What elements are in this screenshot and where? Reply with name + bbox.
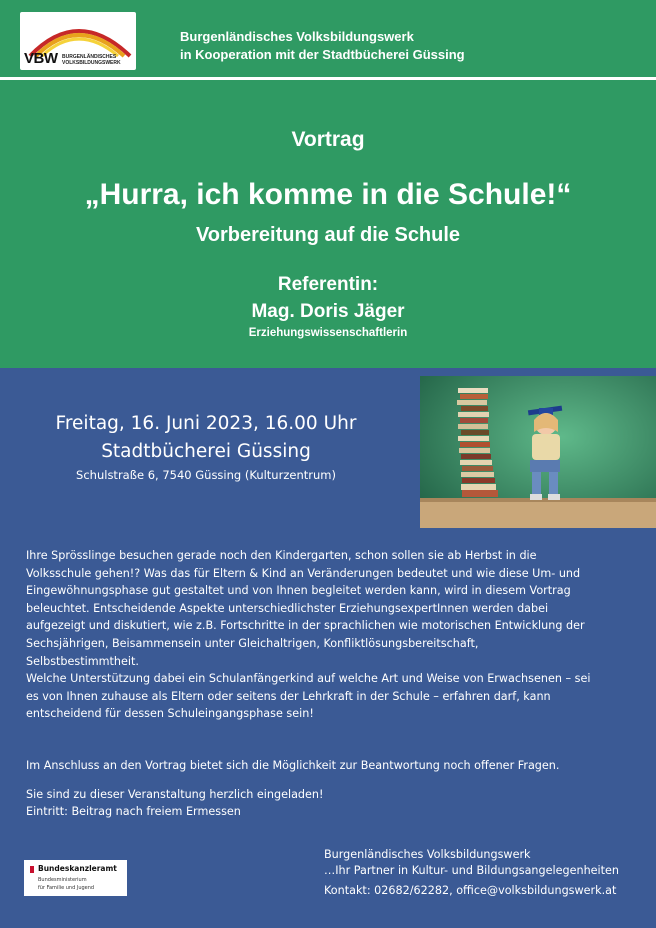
speaker-role: Erziehungswissenschaftlerin xyxy=(248,327,408,339)
bundeskanzleramt-logo xyxy=(24,860,127,896)
child-with-books-photo xyxy=(420,376,656,528)
footer-contact: Kontakt: 02682/62282, office@volksbildungswerk.at xyxy=(324,884,617,897)
description-line: Eingewöhnungsphase gut gestaltet und von Ihnen begleitet werden kann, wird in diesem Vortrag xyxy=(26,584,571,598)
description-line: Volksschule gehen!? Was das für Eltern & Kind an Veränderungen bedeutet und wie diese Um- und xyxy=(26,566,581,580)
org-line-2: in Kooperation mit der Stadtbücherei Güssing xyxy=(180,47,465,62)
sponsor-sub-1: Bundesministerium xyxy=(38,877,87,883)
admission-text: Eintritt: Beitrag nach freiem Ermessen xyxy=(26,805,241,818)
logo-text: VBW xyxy=(24,50,58,67)
description-line: Selbstbestimmtheit. xyxy=(26,654,139,668)
footer-tagline: …Ihr Partner in Kultur- und Bildungsangelegenheiten xyxy=(324,864,620,877)
description-line: beleuchtet. Entscheidende Aspekte unterschiedlichster ErziehungsexpertInnen werden dabei xyxy=(26,601,549,615)
speaker-label: Referentin: xyxy=(277,274,379,295)
austria-flag-icon xyxy=(30,866,34,873)
event-venue: Stadtbücherei Güssing xyxy=(101,441,311,462)
header-divider xyxy=(0,77,656,80)
event-datetime: Freitag, 16. Juni 2023, 16.00 Uhr xyxy=(55,413,357,434)
event-address: Schulstraße 6, 7540 Güssing (Kulturzentrum) xyxy=(76,468,336,482)
description-line: Sechsjährigen, Beisammensein unter Gleichaltrigen, Konfliktlösungsbereitschaft, xyxy=(26,636,479,650)
talk-subtitle: Vorbereitung auf die Schule xyxy=(195,224,461,246)
sponsor-sub-2: für Familie und Jugend xyxy=(38,885,95,891)
description-paragraph-1 xyxy=(26,547,626,723)
sponsor-name: Bundeskanzleramt xyxy=(38,864,117,873)
vbw-logo xyxy=(20,12,136,70)
description-paragraph-2: Im Anschluss an den Vortrag bietet sich die Möglichkeit zur Beantwortung noch offener Fragen. xyxy=(26,759,560,772)
org-line-1: Burgenländisches Volksbildungswerk xyxy=(180,29,414,44)
description-line: aufgezeigt und diskutiert, wie z.B. Fortschritte in der sprachlichen wie motorischen Entwicklung der xyxy=(26,619,585,633)
logo-subtext-2: VOLKSBILDUNGSWERK xyxy=(62,60,121,66)
description-line: Welche Unterstützung dabei ein Schulanfängerkind auf welche Art und Weise von Erwachsenen – sei xyxy=(26,672,591,686)
description-line: entscheidend für dessen Schuleingangsphase sein! xyxy=(26,707,314,721)
talk-kind: Vortrag xyxy=(291,128,365,151)
footer-org: Burgenländisches Volksbildungswerk xyxy=(324,848,531,861)
description-line: Ihre Sprösslinge besuchen gerade noch den Kindergarten, schon sollen sie ab Herbst in die xyxy=(26,549,537,562)
talk-title: „Hurra, ich komme in die Schule!“ xyxy=(84,178,572,211)
speaker-name: Mag. Doris Jäger xyxy=(251,301,405,322)
description-line: es von Ihnen zuhause als Eltern oder seitens der Lehrkraft in der Schule – erfahren darf, kann xyxy=(26,689,551,703)
logo-subtext-1: BURGENLÄNDISCHES xyxy=(62,54,117,60)
child-photo-illustration xyxy=(420,376,656,528)
organization-info xyxy=(180,28,465,64)
invitation-text: Sie sind zu dieser Veranstaltung herzlich eingeladen! xyxy=(26,788,324,801)
